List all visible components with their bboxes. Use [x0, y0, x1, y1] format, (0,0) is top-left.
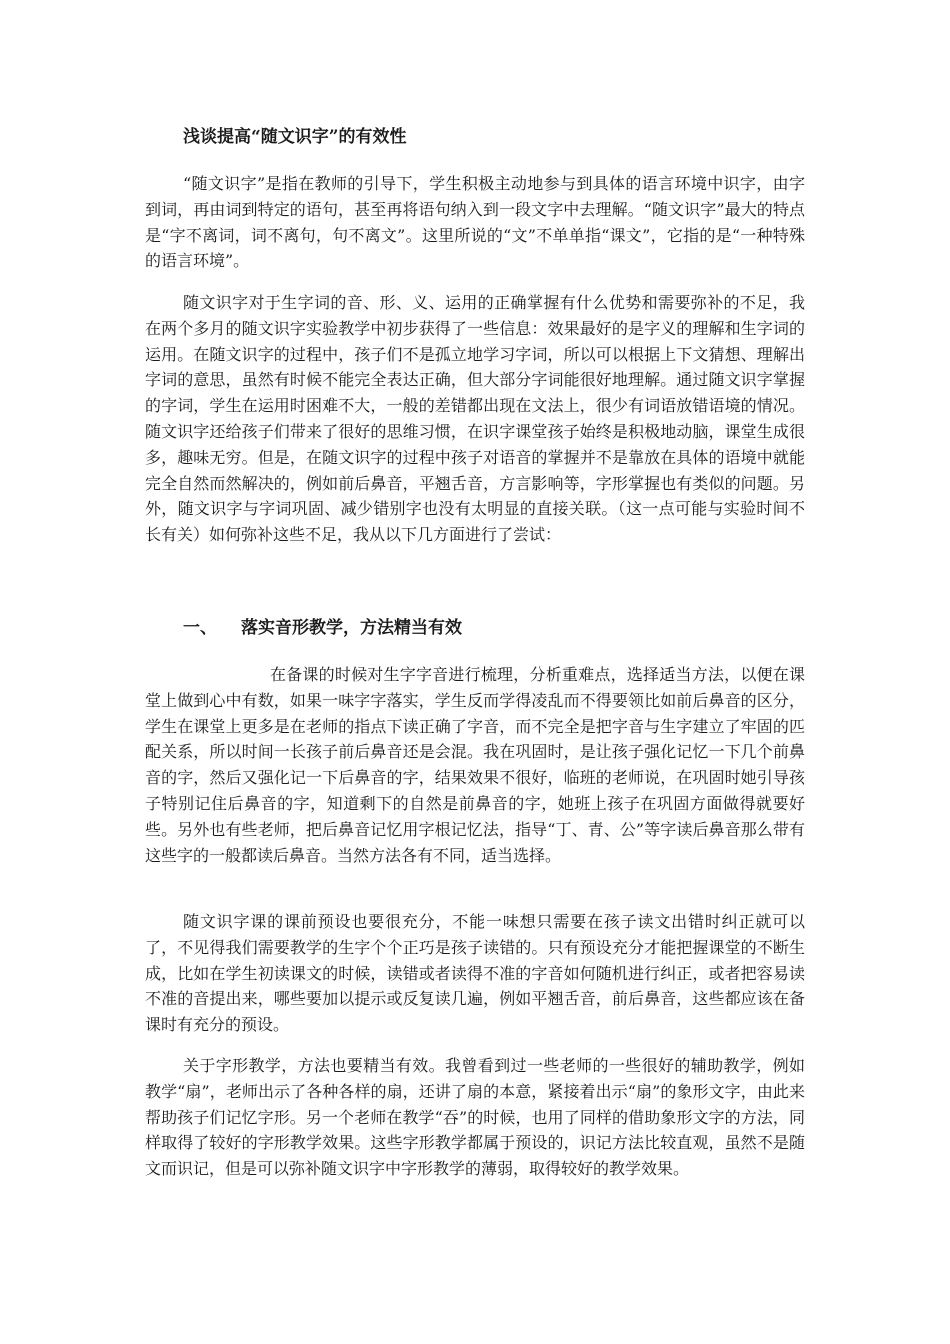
section-heading	[183, 615, 462, 641]
section-number: 一、	[183, 618, 217, 638]
section-paragraph: 关于字形教学，方法也要精当有效。我曾看到过一些老师的一些很好的辅助教学，例如教学“扇”，老师出示了各种各样的扇，还讲了扇的本意，紧接着出示“扇”的象形文字，由此来帮助孩子们记忆字形。另一个老师在教学“吞”的时候，也用了同样的借助象形文字的方法，同样取得了较好的字形教学效果。这些字形教学都属于预设的，识记方法比较直观，虽然不是随文而识记，但是可以弥补随文识字中字形教学的薄弱，取得较好的教学效果。	[145, 1056, 805, 1179]
document-title: 浅谈提高“随文识字”的有效性	[183, 127, 407, 147]
section-heading-text: 落实音形教学，方法精当有效	[241, 618, 462, 638]
body-paragraph: 随文识字对于生字词的音、形、义、运用的正确掌握有什么优势和需要弥补的不足，我在两个多月的随文识字实验教学中初步获得了一些信息：效果最好的是字义的理解和生字词的运用。在随文识字的过程中，孩子们不是孤立地学习字词，所以可以根据上下文猜想、理解出字词的意思，虽然有时候不能完全表达正确，但大部分字词能很好地理解。通过随文识字掌握的字词，学生在运用时困难不大，一般的差错都出现在文法上，很少有词语放错语境的情况。随文识字还给孩子们带来了很好的思维习惯，在识字课堂孩子始终是积极地动脑，课堂生成很多，趣味无穷。但是，在随文识字的过程中孩子对语音的掌握并不是靠放在具体的语境中就能完全自然而然解决的，例如前后鼻音，平翘舌音，方言影响等，字形掌握也有类似的问题。另外，随文识字与字词巩固、减少错别字也没有太明显的直接关联。（这一点可能与实验时间不长有关）如何弥补这些不足，我从以下几方面进行了尝试：	[145, 293, 805, 545]
section-paragraph: 在备课的时候对生字字音进行梳理，分析重难点，选择适当方法，以便在课堂上做到心中有数，如果一味字字落实，学生反而学得凌乱而不得要领比如前后鼻音的区分，学生在课堂上更多是在老师的指点下读正确了字音，而不完全是把字音与生字建立了牢固的匹配关系，所以时间一长孩子前后鼻音还是会混。我在巩固时，是让孩子强化记忆一下几个前鼻音的字，然后又强化记一下后鼻音的字，结果效果不很好，临班的老师说，在巩固时她引导孩子特别记住后鼻音的字，知道剩下的自然是前鼻音的字，她班上孩子在巩固方面做得就要好些。另外也有些老师，把后鼻音记忆用字根记忆法，指导“丁、青、公”等字读后鼻音那么带有这些字的一般都读后鼻音。当然方法各有不同，适当选择。	[145, 665, 805, 865]
intro-paragraph: “随文识字”是指在教师的引导下，学生积极主动地参与到具体的语言环境中识字，由字到词，再由词到特定的语句，甚至再将语句纳入到一段文字中去理解。“随文识字”最大的特点是“字不离词，词不离句，句不离文”。这里所说的“文”不单单指“课文”，它指的是“一种特殊的语言环境”。	[145, 174, 805, 271]
section-paragraph: 随文识字课的课前预设也要很充分，不能一味想只需要在孩子读文出错时纠正就可以了，不见得我们需要教学的生字个个正巧是孩子读错的。只有预设充分才能把握课堂的不断生成，比如在学生初读课文的时候，读错或者读得不准的字音如何随机进行纠正，或者把容易读不准的音提出来，哪些要加以提示或反复读几遍，例如平翘舌音，前后鼻音，这些都应该在备课时有充分的预设。	[145, 912, 805, 1035]
